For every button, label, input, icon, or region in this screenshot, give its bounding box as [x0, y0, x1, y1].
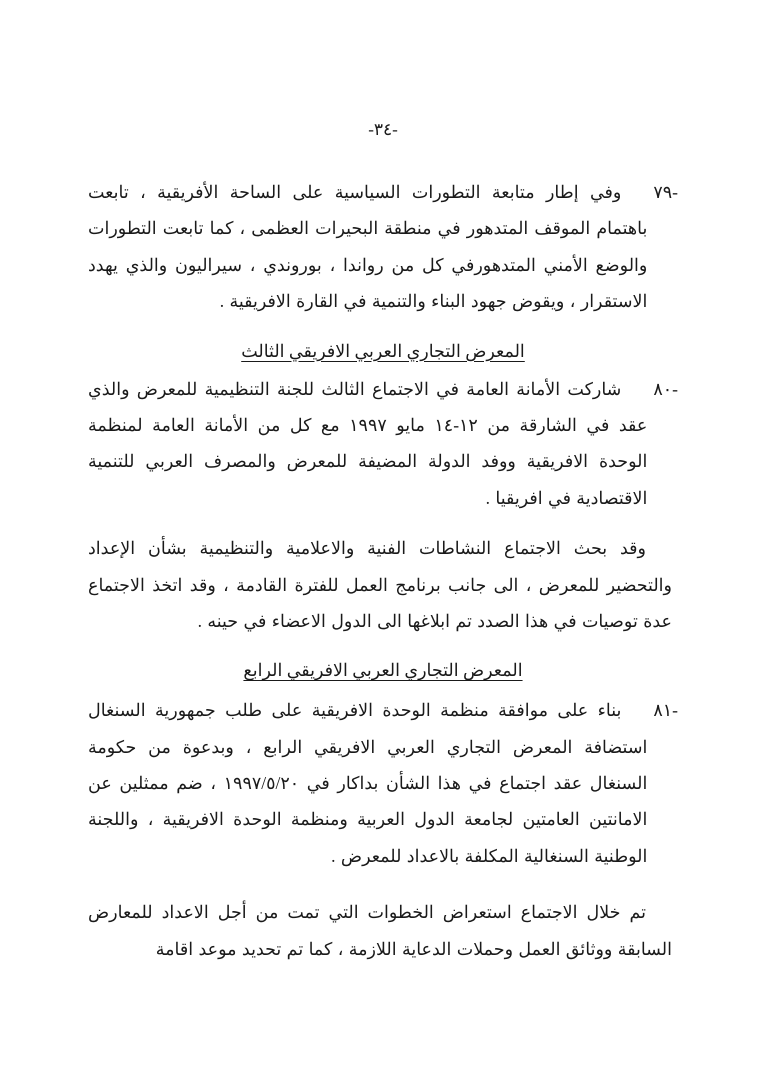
paragraph-79 — [88, 174, 678, 320]
paragraph-80-continued — [88, 530, 678, 639]
paragraph-81-continued — [88, 894, 678, 967]
page-number: -٣٤- — [368, 120, 398, 139]
heading-third-fair — [88, 334, 678, 369]
paragraph-80 — [88, 371, 678, 517]
paragraph-text: بناء على موافقة منظمة الوحدة الافريقية على طلب جمهورية السنغال استضافة المعرض التجاري العربي الافريقي الرابع ، وبدعوة من حكومة السنغال عقد اجتماع في هذا الشأن بداكار في ١٩٩٧/٥/٢٠ ، ضم ممثلين عن الامانتين العامتين لجامعة الدول العربية ومنظمة الوحدة الافريقية ، واللجنة الوطنية السنغالية المكلفة بالاعداد للمعرض . — [88, 700, 648, 866]
paragraph-text: تم خلال الاجتماع استعراض الخطوات التي تمت من أجل الاعداد للمعارض السابقة ووثائق العمل وحملات الدعاية اللازمة ، كما تم تحديد موعد اقامة — [88, 902, 672, 959]
heading-third-fair-text: المعرض التجاري العربي الافريقي الثالث — [241, 340, 525, 361]
paragraph-text: شاركت الأمانة العامة في الاجتماع الثالث للجنة التنظيمية للمعرض والذي عقد في الشارقة من ١٢-١٤ مايو ١٩٩٧ مع كل من الأمانة العامة لمنظمة الوحدة الافريقية ووفد الدولة المضيفة للمعرض والمصرف العربي للتنمية الاقتصادية في افريقيا . — [88, 378, 648, 508]
paragraph-marker: -٧٩ — [653, 182, 678, 202]
paragraph-marker — [672, 894, 678, 967]
heading-fourth-fair-text: المعرض التجاري العربي الافريقي الرابع — [243, 660, 523, 681]
paragraph-text: وقد بحث الاجتماع النشاطات الفنية والاعلامية والتنظيمية بشأن الإعداد والتحضير للمعرض ، الى جانب برنامج العمل للفترة القادمة ، وقد اتخذ الاجتماع عدة توصيات في هذا الصدد تم ابلاغها الى الدول الاعضاء في حينه . — [88, 538, 672, 631]
paragraph-marker — [672, 530, 678, 639]
heading-fourth-fair — [88, 653, 678, 688]
paragraph-81 — [88, 692, 678, 874]
paragraph-text: وفي إطار متابعة التطورات السياسية على الساحة الأفريقية ، تابعت باهتمام الموقف المتدهور في منطقة البحيرات العظمى ، كما تابعت التطورات والوضع الأمني المتدهورفي كل من رواندا ، بوروندي ، سيراليون والذي يهدد الاستقرار ، ويقوض جهود البناء والتنمية في القارة الافريقية . — [88, 182, 648, 312]
paragraph-marker: -٨١ — [653, 700, 678, 721]
paragraph-marker: -٨٠ — [653, 378, 678, 399]
